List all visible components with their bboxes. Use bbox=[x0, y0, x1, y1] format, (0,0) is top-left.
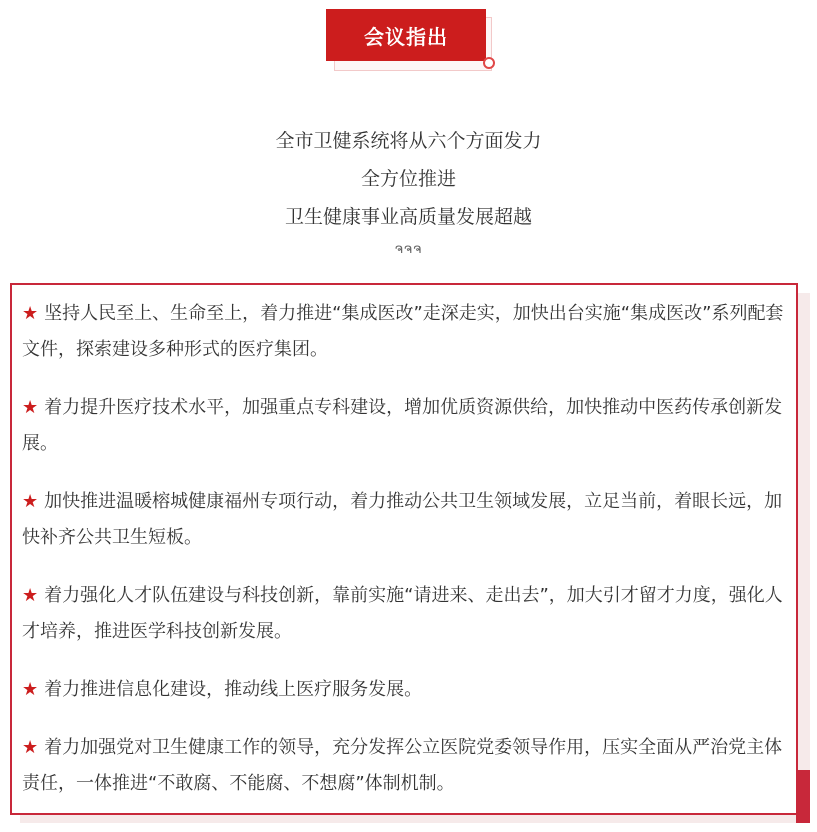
intro-marks: ຈຈຈ bbox=[394, 242, 423, 257]
intro-line: 全方位推进 bbox=[360, 168, 456, 190]
star-icon: ★ bbox=[22, 303, 39, 324]
list-item bbox=[22, 296, 788, 368]
list-item bbox=[22, 730, 788, 802]
star-icon: ★ bbox=[22, 491, 39, 512]
header-dot-decoration bbox=[483, 57, 495, 69]
list-item-text: 着力推进信息化建设，推动线上医疗服务发展。 bbox=[44, 679, 423, 700]
star-icon: ★ bbox=[22, 737, 39, 758]
list-item bbox=[22, 578, 788, 650]
intro-block bbox=[0, 122, 817, 236]
content-box-accent bbox=[796, 770, 810, 823]
list-item-text: 着力提升医疗技术水平，加强重点专科建设，增加优质资源供给，加快推动中医药传承创新发展。 bbox=[22, 397, 783, 454]
star-icon: ★ bbox=[22, 397, 39, 418]
section-header bbox=[326, 9, 496, 73]
star-icon: ★ bbox=[22, 679, 39, 700]
list-item-text: 坚持人民至上、生命至上，着力推进“集成医改”走深走实，加快出台实施“集成医改”系列配套文件，探索建设多种形式的医疗集团。 bbox=[22, 303, 784, 360]
list-item-text: 着力加强党对卫生健康工作的领导，充分发挥公立医院党委领导作用，压实全面从严治党主体责任，一体推进“不敢腐、不能腐、不想腐”体制机制。 bbox=[22, 737, 783, 794]
intro-line: 全市卫健系统将从六个方面发力 bbox=[275, 130, 542, 152]
list-item bbox=[22, 390, 788, 462]
intro-line: 卫生健康事业高质量发展超越 bbox=[284, 206, 532, 228]
header-badge: 会议指出 bbox=[326, 9, 486, 61]
list-item bbox=[22, 672, 788, 708]
list-item-text: 着力强化人才队伍建设与科技创新，靠前实施“请进来、走出去”，加大引才留才力度，强化人才培养，推进医学科技创新发展。 bbox=[22, 585, 783, 642]
list-item bbox=[22, 484, 788, 556]
list-item-text: 加快推进温暖榕城健康福州专项行动，着力推动公共卫生领域发展，立足当前，着眼长远，加快补齐公共卫生短板。 bbox=[22, 491, 783, 548]
star-icon: ★ bbox=[22, 585, 39, 606]
points-list bbox=[22, 296, 788, 802]
